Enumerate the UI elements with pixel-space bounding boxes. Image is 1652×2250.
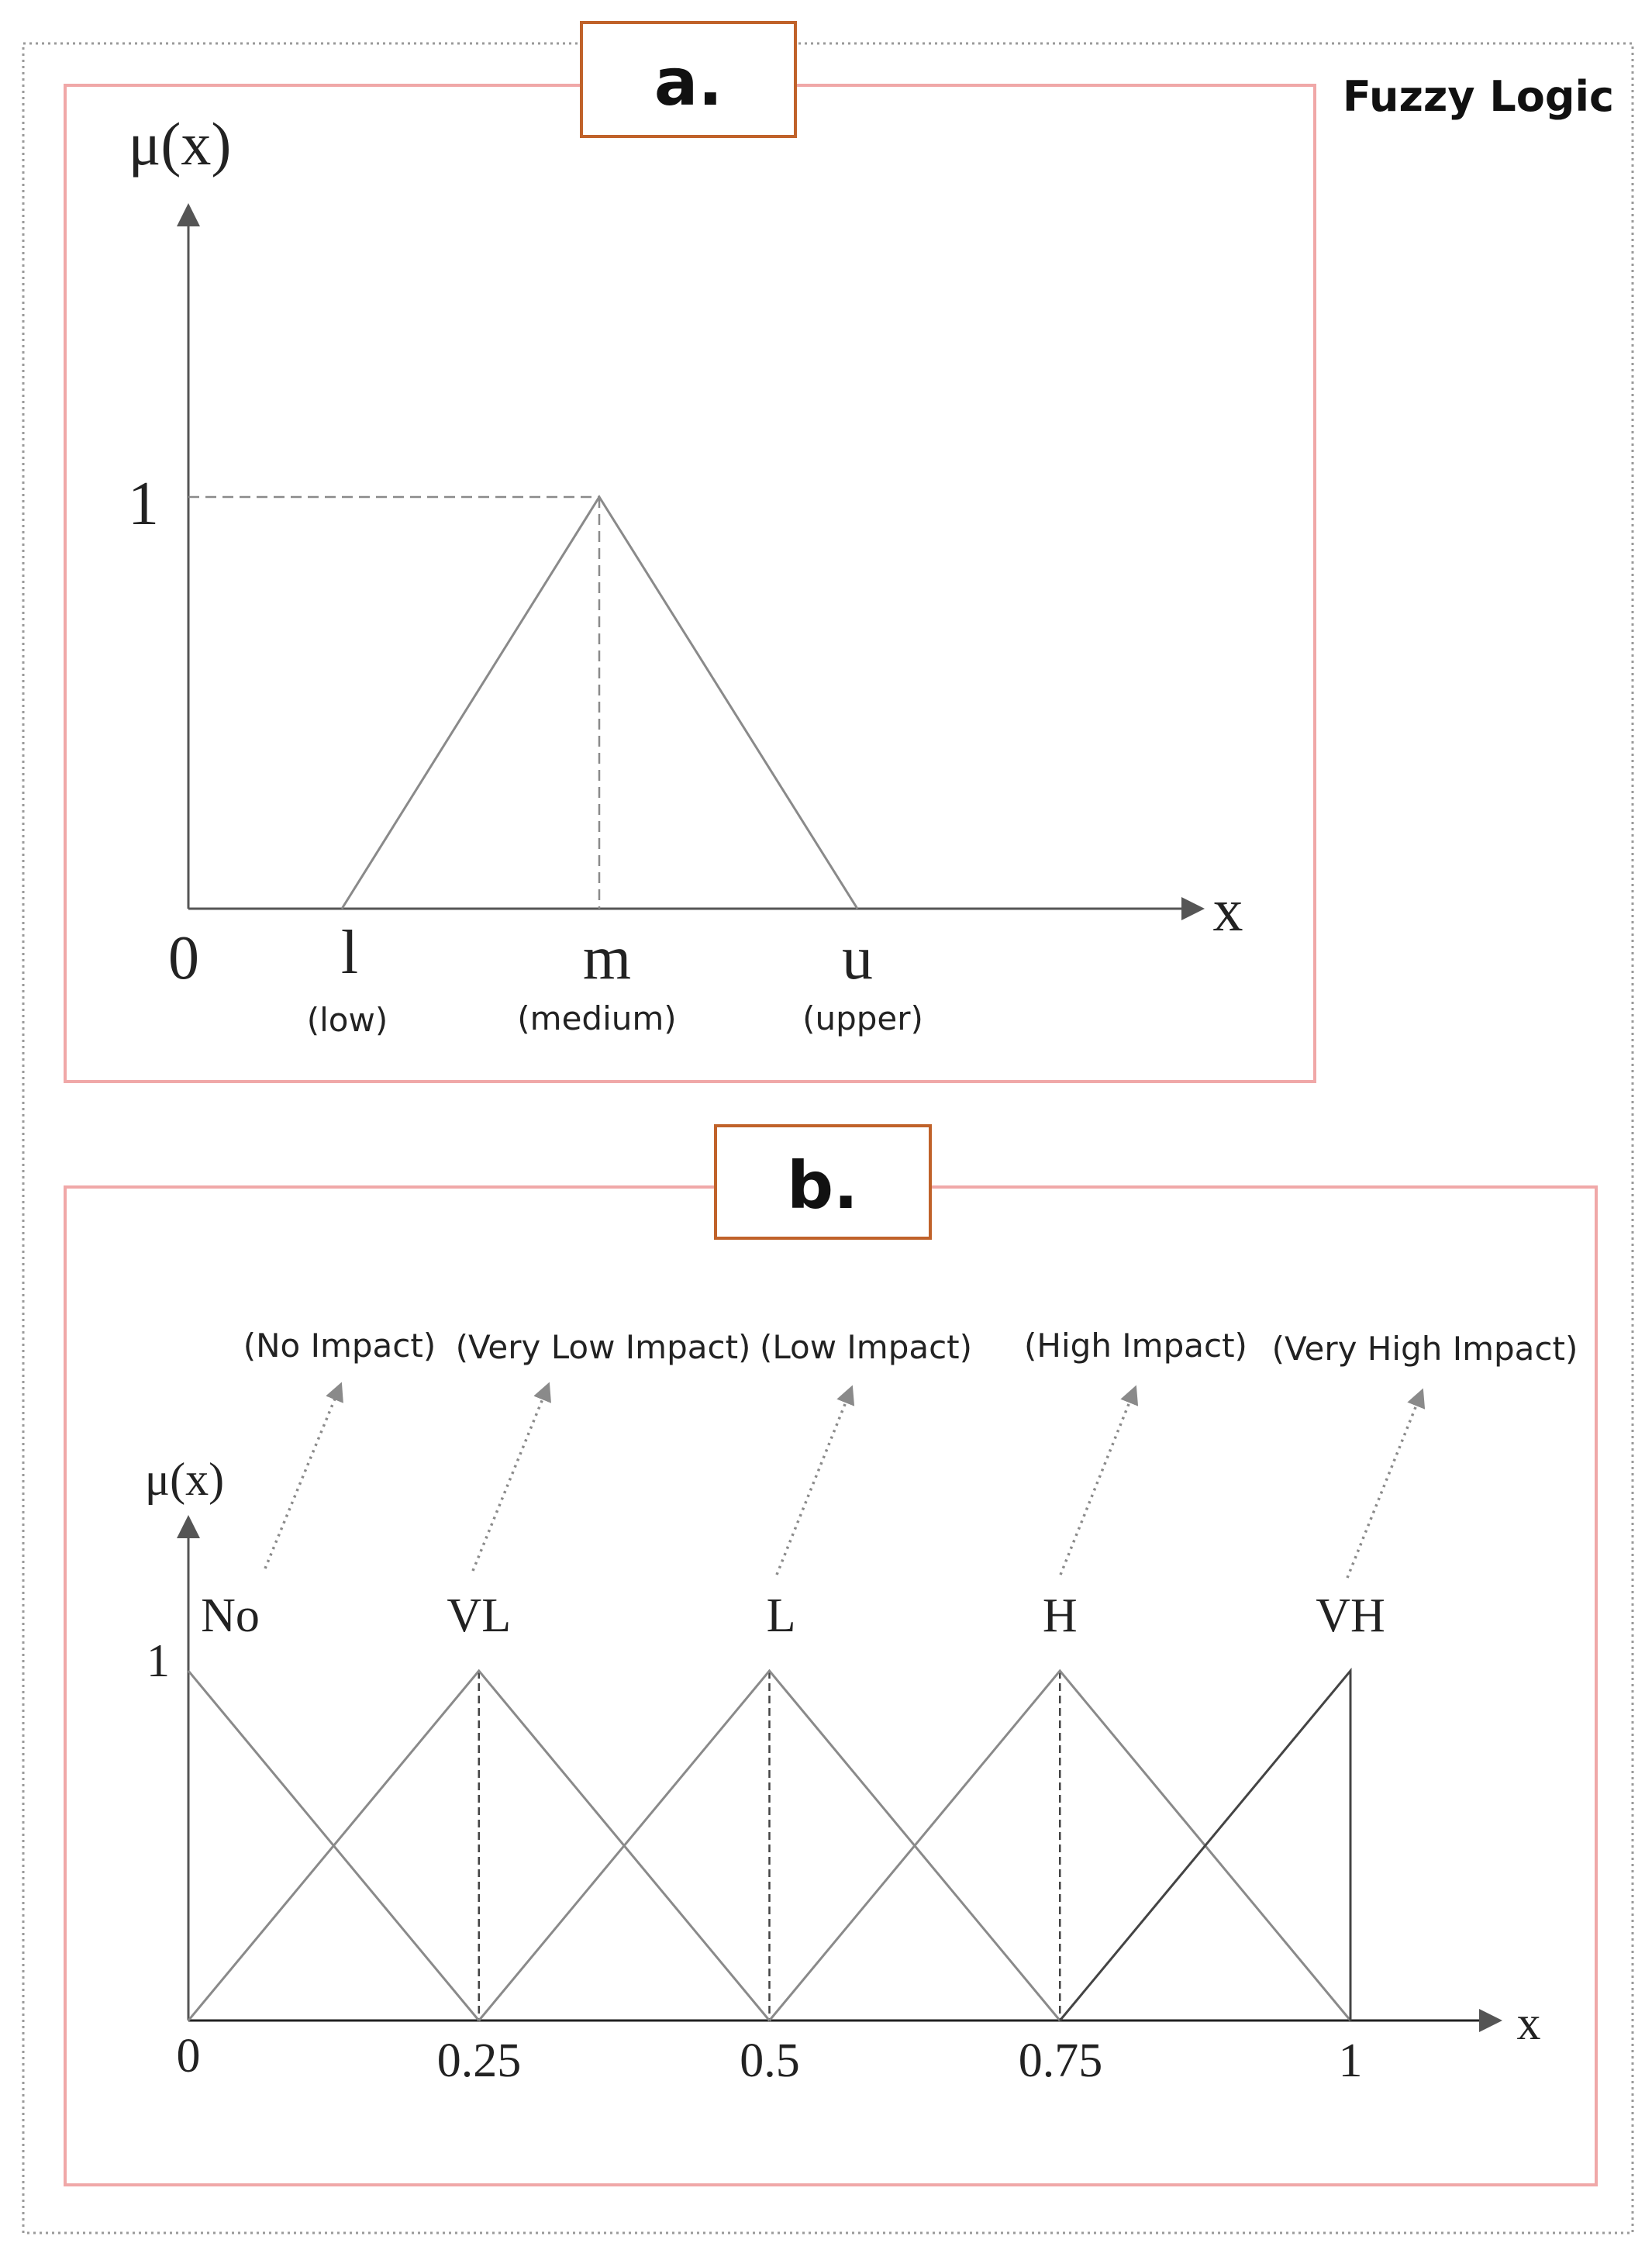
panel-b-y-axis-label: μ(x) bbox=[144, 1454, 225, 1505]
panel-b-term-abbr-vh: VH bbox=[1316, 1589, 1385, 1642]
panel-b-term-description-l: (Low Impact) bbox=[759, 1328, 973, 1366]
panel-b-term-abbr-h: H bbox=[1042, 1589, 1078, 1642]
panel-a-point-m-caption: (medium) bbox=[517, 999, 677, 1037]
panel-a-label: a. bbox=[654, 44, 723, 120]
panel-b-x-tick-0: 0 bbox=[176, 2030, 201, 2083]
panel-b-pointer-arrow-h bbox=[1061, 1389, 1135, 1575]
panel-b-term-abbr-no: No bbox=[201, 1589, 260, 1642]
panel-b-x-tick-0.25: 0.25 bbox=[436, 2034, 522, 2087]
panel-b-x-axis-label: x bbox=[1516, 1997, 1541, 2050]
panel-a-y-one-label: 1 bbox=[128, 470, 159, 538]
panel-b-term-description-no: (No Impact) bbox=[243, 1327, 436, 1365]
panel-b-label: b. bbox=[786, 1147, 859, 1223]
panel-b-term-abbr-vl: VL bbox=[447, 1589, 512, 1642]
panel-a-point-l-symbol: l bbox=[340, 919, 359, 987]
panel-a-origin-label: 0 bbox=[168, 924, 199, 992]
panel-b-pointer-arrow-vl bbox=[473, 1386, 548, 1571]
diagram-title: Fuzzy Logic bbox=[1342, 72, 1614, 121]
panel-a-point-u-symbol: u bbox=[842, 924, 873, 992]
panel-a-frame bbox=[65, 85, 1315, 1082]
panel-b-pointer-arrow-vh bbox=[1347, 1392, 1422, 1578]
panel-b-description-pointers bbox=[265, 1386, 1422, 1578]
panel-a-point-m-symbol: m bbox=[582, 924, 632, 992]
panel-b-term-descriptions bbox=[243, 1327, 1578, 1368]
panel-b-x-tick-1: 1 bbox=[1338, 2034, 1363, 2087]
panel-b-pointer-arrow-no bbox=[265, 1386, 340, 1568]
panel-b-pointer-arrow-l bbox=[777, 1389, 851, 1575]
panel-b-term-description-h: (High Impact) bbox=[1024, 1327, 1247, 1365]
panel-b-y-one-label: 1 bbox=[147, 1635, 170, 1686]
panel-b-term-description-vl: (Very Low Impact) bbox=[455, 1328, 751, 1366]
panel-b-term-abbreviations bbox=[201, 1589, 1385, 1642]
panel-a-point-u-caption: (upper) bbox=[802, 999, 923, 1037]
panel-b-term-description-vh: (Very High Impact) bbox=[1271, 1330, 1578, 1368]
panel-a-y-axis-label: μ(x) bbox=[128, 110, 232, 178]
panel-b-term-abbr-l: L bbox=[766, 1589, 796, 1642]
panel-a-point-l-caption: (low) bbox=[306, 1001, 388, 1039]
panel-b-x-tick-0.75: 0.75 bbox=[1018, 2034, 1103, 2087]
panel-a-x-axis-label: x bbox=[1212, 876, 1243, 944]
panel-b-peak-guides bbox=[479, 1671, 1061, 2021]
panel-b-x-tick-0.5: 0.5 bbox=[740, 2034, 800, 2087]
